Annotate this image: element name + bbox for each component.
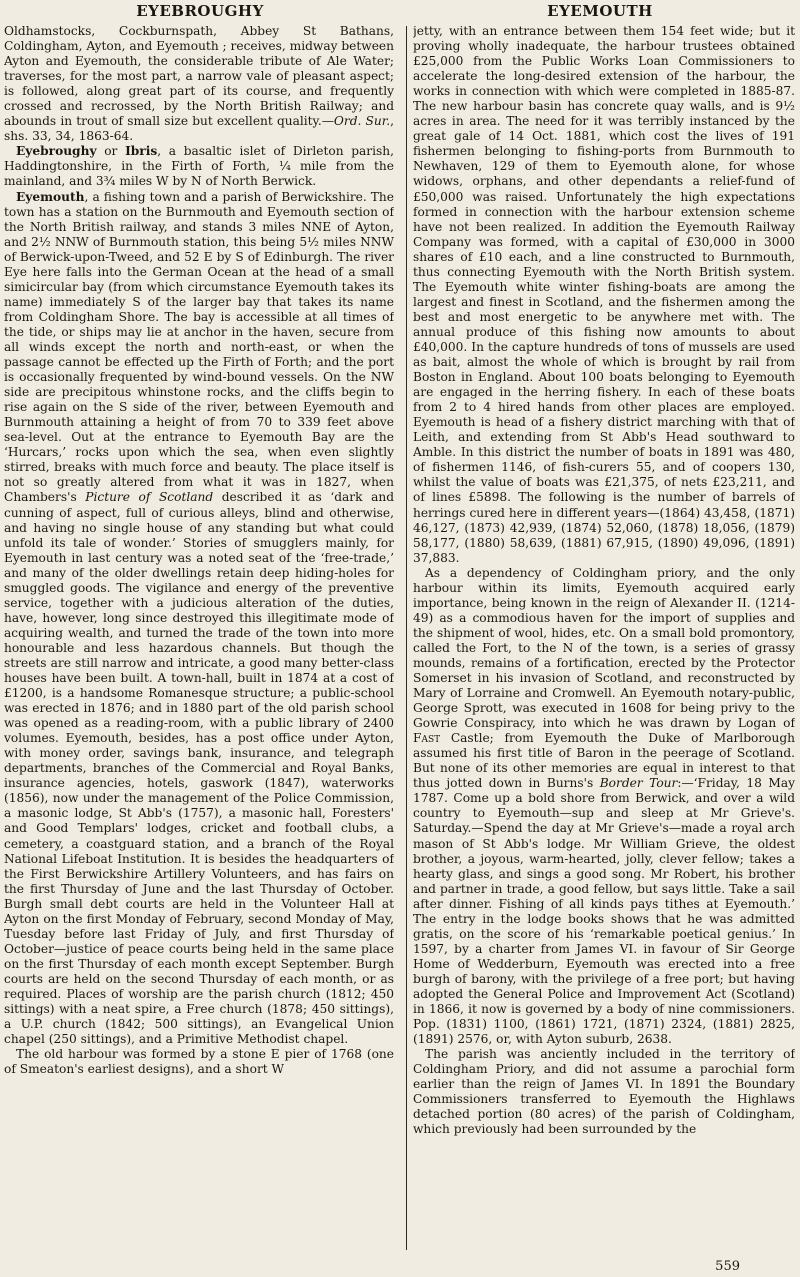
text: or [96, 144, 126, 159]
paragraph [413, 566, 795, 1048]
running-header [0, 0, 800, 24]
left-column [4, 24, 394, 1254]
book-title: Picture of Scotland [85, 490, 214, 505]
entry-headword: Eyebroughy [16, 144, 97, 159]
header-left: EYEBROUGHY [136, 2, 264, 20]
entry-eyebroughy [4, 144, 394, 189]
paragraph [413, 24, 795, 566]
text: Oldhamstocks, Cockburnspath, Abbey St Bathans, Coldingham, Ayton, and Eyemouth ; receives, midway between Ayton and Eyemouth, the considerable tribute of Ale Water; traverses, for the most part, a narrow vale of pleasant aspect; is followed, along great part of its course, and frequently crossed and recrossed, by the North British Railway; and abounds in trout of small size but excellent quality.— [4, 24, 394, 129]
small-caps-text: Fast [413, 731, 441, 746]
header-right: EYEMOUTH [547, 2, 653, 20]
text: As a dependency of Coldingham priory, and the only harbour within its limits, Eyemouth acquired early importance, being known in the reign of Alexander II. (1214-49) as a commodious haven for the import of supplies and the shipment of wool, hides, etc. On a small bold promontory, called the Fort, to the N of the town, is a series of grassy mounds, remains of a fortification, erected by the Protector Somerset in his invasion of Scotland, and reconstructed by Mary of Lorraine and Cromwell. An Eyemouth notary-public, George Sprott, was executed in 1608 for being privy to the Gowrie Conspiracy, into which he was drawn by Logan of [413, 565, 795, 731]
text: jetty, with an entrance between them 154 feet wide; but it proving wholly inadequate, the harbour trustees obtained £25,000 from the Public Works Loan Commissioners to accelerate the long-desired extension of the harbour, the works in connection with which were completed in 1885-87. The new harbour basin has concrete quay walls, and is 9½ acres in area. The need for it was terribly instanced by the great gale of 14 Oct. 1881, which cost the lives of 191 fishermen belonging to fishing-ports from Burnmouth to Newhaven, 129 of them to Eyemouth alone, for whose widows, orphans, and other dependants a relief-fund of £50,000 was raised. Unfortunately the high expectations formed in connection with the harbour extension scheme have not been realized. In addition the Eyemouth Railway Company was formed, with a capital of £30,000 in 3000 shares of £10 each, and a line constructed to Burnmouth, thus connecting Eyemouth with the North British system. The Eyemouth white winter fishing-boats are among the largest and finest in Scotland, and the fishermen among the best and most energetic to be anywhere met with. The annual produce of this fishing now amounts to about £40,000. In the capture hundreds of tons of mussels are used as bait, almost the whole of which is brought by rail from Boston in England. About 100 boats belonging to Eyemouth are engaged in the herring fishery. In each of these boats from 2 to 4 hired hands from other places are employed. Eyemouth is head of a fishery district marching with that of Leith, and extending from St Abb's Head southward to Amble. In this district the number of boats in 1891 was 480, of fishermen 1146, of fish-curers 55, and of coopers 130, whilst the value of boats was £21,375, of nets £23,211, and of lines £5898. The following is the number of barrels of herrings cured here in different years—(1864) 43,458, (1871) 46,127, (1873) 42,939, (1874) 52,060, (1878) 18,056, (1879) 58,177, (1880) 58,639, (1881) 67,915, (1890) 49,096, (1891) 37,883. [413, 24, 795, 565]
paragraph [4, 1047, 394, 1077]
text: Castle; from Eyemouth the Duke of Marlborough assumed his first title of Baron in the peerage of Scotland. But none of its other memories are equal in interest to that thus jotted down in Burns's [413, 731, 795, 791]
text: :—‘Friday, 18 May 1787. Come up a bold shore from Berwick, and over a wild country to Eyemouth—sup and sleep at Mr Grieve's. Saturday.—Spend the day at Mr Grieve's—made a royal arch mason of St Abb's lodge. Mr William Grieve, the oldest brother, a joyous, warm-hearted, jolly, clever fellow; takes a hearty glass, and sings a good song. Mr Robert, his brother and partner in trade, a good fellow, but says little. Take a sail after dinner. Fishing of all kinds pays tithes at Eyemouth.’ The entry in the lodge books shows that he was admitted gratis, on the score of his ‘remarkable poetical genius.’ In 1597, by a charter from James VI. in favour of Sir George Home of Wedderburn, Eyemouth was erected into a free burgh of barony, with the privilege of a free port; but having adopted the General Police and Improvement Act (Scotland) in 1866, it now is governed by a body of nine commissioners. Pop. (1831) 1100, (1861) 1721, (1871) 2324, (1881) 2825, (1891) 2576, or, with Ayton suburb, 2638. [413, 776, 795, 1047]
paragraph [413, 1047, 795, 1137]
entry-eyemouth [4, 190, 394, 1048]
column-divider [406, 26, 407, 1250]
citation: Ord. Sur. [333, 114, 391, 129]
text: described it as ‘dark and cunning of aspect, full of curious alleys, blind and otherwise, and having no single house of any standing but what could unfold its tale of wonder.’ Stories of smugglers mainly, for Eyemouth in last century was a noted seat of the ‘free-trade,’ and many of the older dwellings retain deep hiding-holes for smuggled goods. The vigilance and energy of the preventive service, together with a judicious alteration of the duties, have, however, long since destroyed this illegitimate mode of acquiring wealth, and turned the trade of the town into more honourable and less hazardous channels. But though the streets are still narrow and intricate, a good many better-class houses have been built. A town-hall, built in 1874 at a cost of £1200, is a handsome Romanesque structure; a public-school was erected in 1876; and in 1880 part of the old parish school was opened as a reading-room, with a public library of 2400 volumes. Eyemouth, besides, has a post office under Ayton, with money order, savings bank, insurance, and telegraph departments, branches of the Commercial and Royal Banks, insurance agencies, hotels, gaswork (1847), waterworks (1856), now under the management of the Police Commission, a masonic lodge, St Abb's (1757), a masonic hall, Foresters' and Good Templars' lodges, cricket and football clubs, a cemetery, a coastguard station, and a branch of the Royal National Lifeboat Institution. It is besides the headquarters of the First Berwickshire Artillery Volunteers, and has fairs on the first Thursday of June and the last Thursday of October. Burgh small debt courts are held in the Volunteer Hall at Ayton on the first Monday of February, second Monday of May, Tuesday before last Friday of July, and first Thursday of October—justice of peace courts being held in the same place on the first Thursday of each month except September. Burgh courts are held on the second Thursday of each month, or as required. Places of worship are the parish church (1812; 450 sittings) with a neat spire, a Free church (1878; 450 sittings), a U.P. church (1842; 500 sittings), an Evangelical Union chapel (250 sittings), and a Primitive Methodist chapel. [4, 490, 394, 1047]
text: , a fishing town and a parish of Berwickshire. The town has a station on the Burnmouth and Eyemouth section of the North British railway, and stands 3 miles NNE of Ayton, and 2½ NNW of Burnmouth station, this being 5½ miles NNW of Berwick-upon-Tweed, and 52 E by S of Edinburgh. The river Eye here falls into the German Ocean at the head of a small simicircular bay (from which circumstance Eyemouth takes its name) immediately S of the larger bay that takes its name from Coldingham Shore. The bay is accessible at all times of the tide, or ships may lie at anchor in the haven, secure from all winds except the north and north-east, or when the passage cannot be effected up the Firth of Forth; and the port is occasionally frequented by wind-bound vessels. On the NW side are precipitous whinstone rocks, and the cliffs begin to rise again on the S side of the river, between Eyemouth and Burnmouth attaining a height of from 70 to 339 feet above sea-level. Out at the entrance to Eyemouth Bay are the ‘Hurcars,’ rocks upon which the sea, when even slightly stirred, breaks with much force and beauty. The place itself is not so greatly altered from what it was in 1827, when Chambers's [4, 189, 394, 505]
page-number: 559 [715, 1259, 740, 1274]
paragraph [4, 24, 394, 144]
text: , a basaltic islet of Dirleton parish, Haddingtonshire, in the Firth of Forth, ¼ mile from the mainland, and 3¾ miles W by N of North Berwick. [4, 144, 394, 189]
right-column [413, 24, 795, 1254]
entry-alt-headword: Ibris [125, 144, 158, 159]
book-title: Border Tour [599, 776, 678, 791]
text: , shs. 33, 34, 1863-64. [4, 114, 394, 144]
text: The parish was anciently included in the territory of Coldingham Priory, and did not assume a parochial form earlier than the reign of James VI. In 1891 the Boundary Commissioners transferred to Eyemouth the Highlaws detached portion (80 acres) of the parish of Coldingham, which previously had been surrounded by the [413, 1047, 795, 1137]
entry-headword: Eyemouth [16, 189, 85, 204]
text: The old harbour was formed by a stone E pier of 1768 (one of Smeaton's earliest designs), and a short W [4, 1047, 394, 1077]
